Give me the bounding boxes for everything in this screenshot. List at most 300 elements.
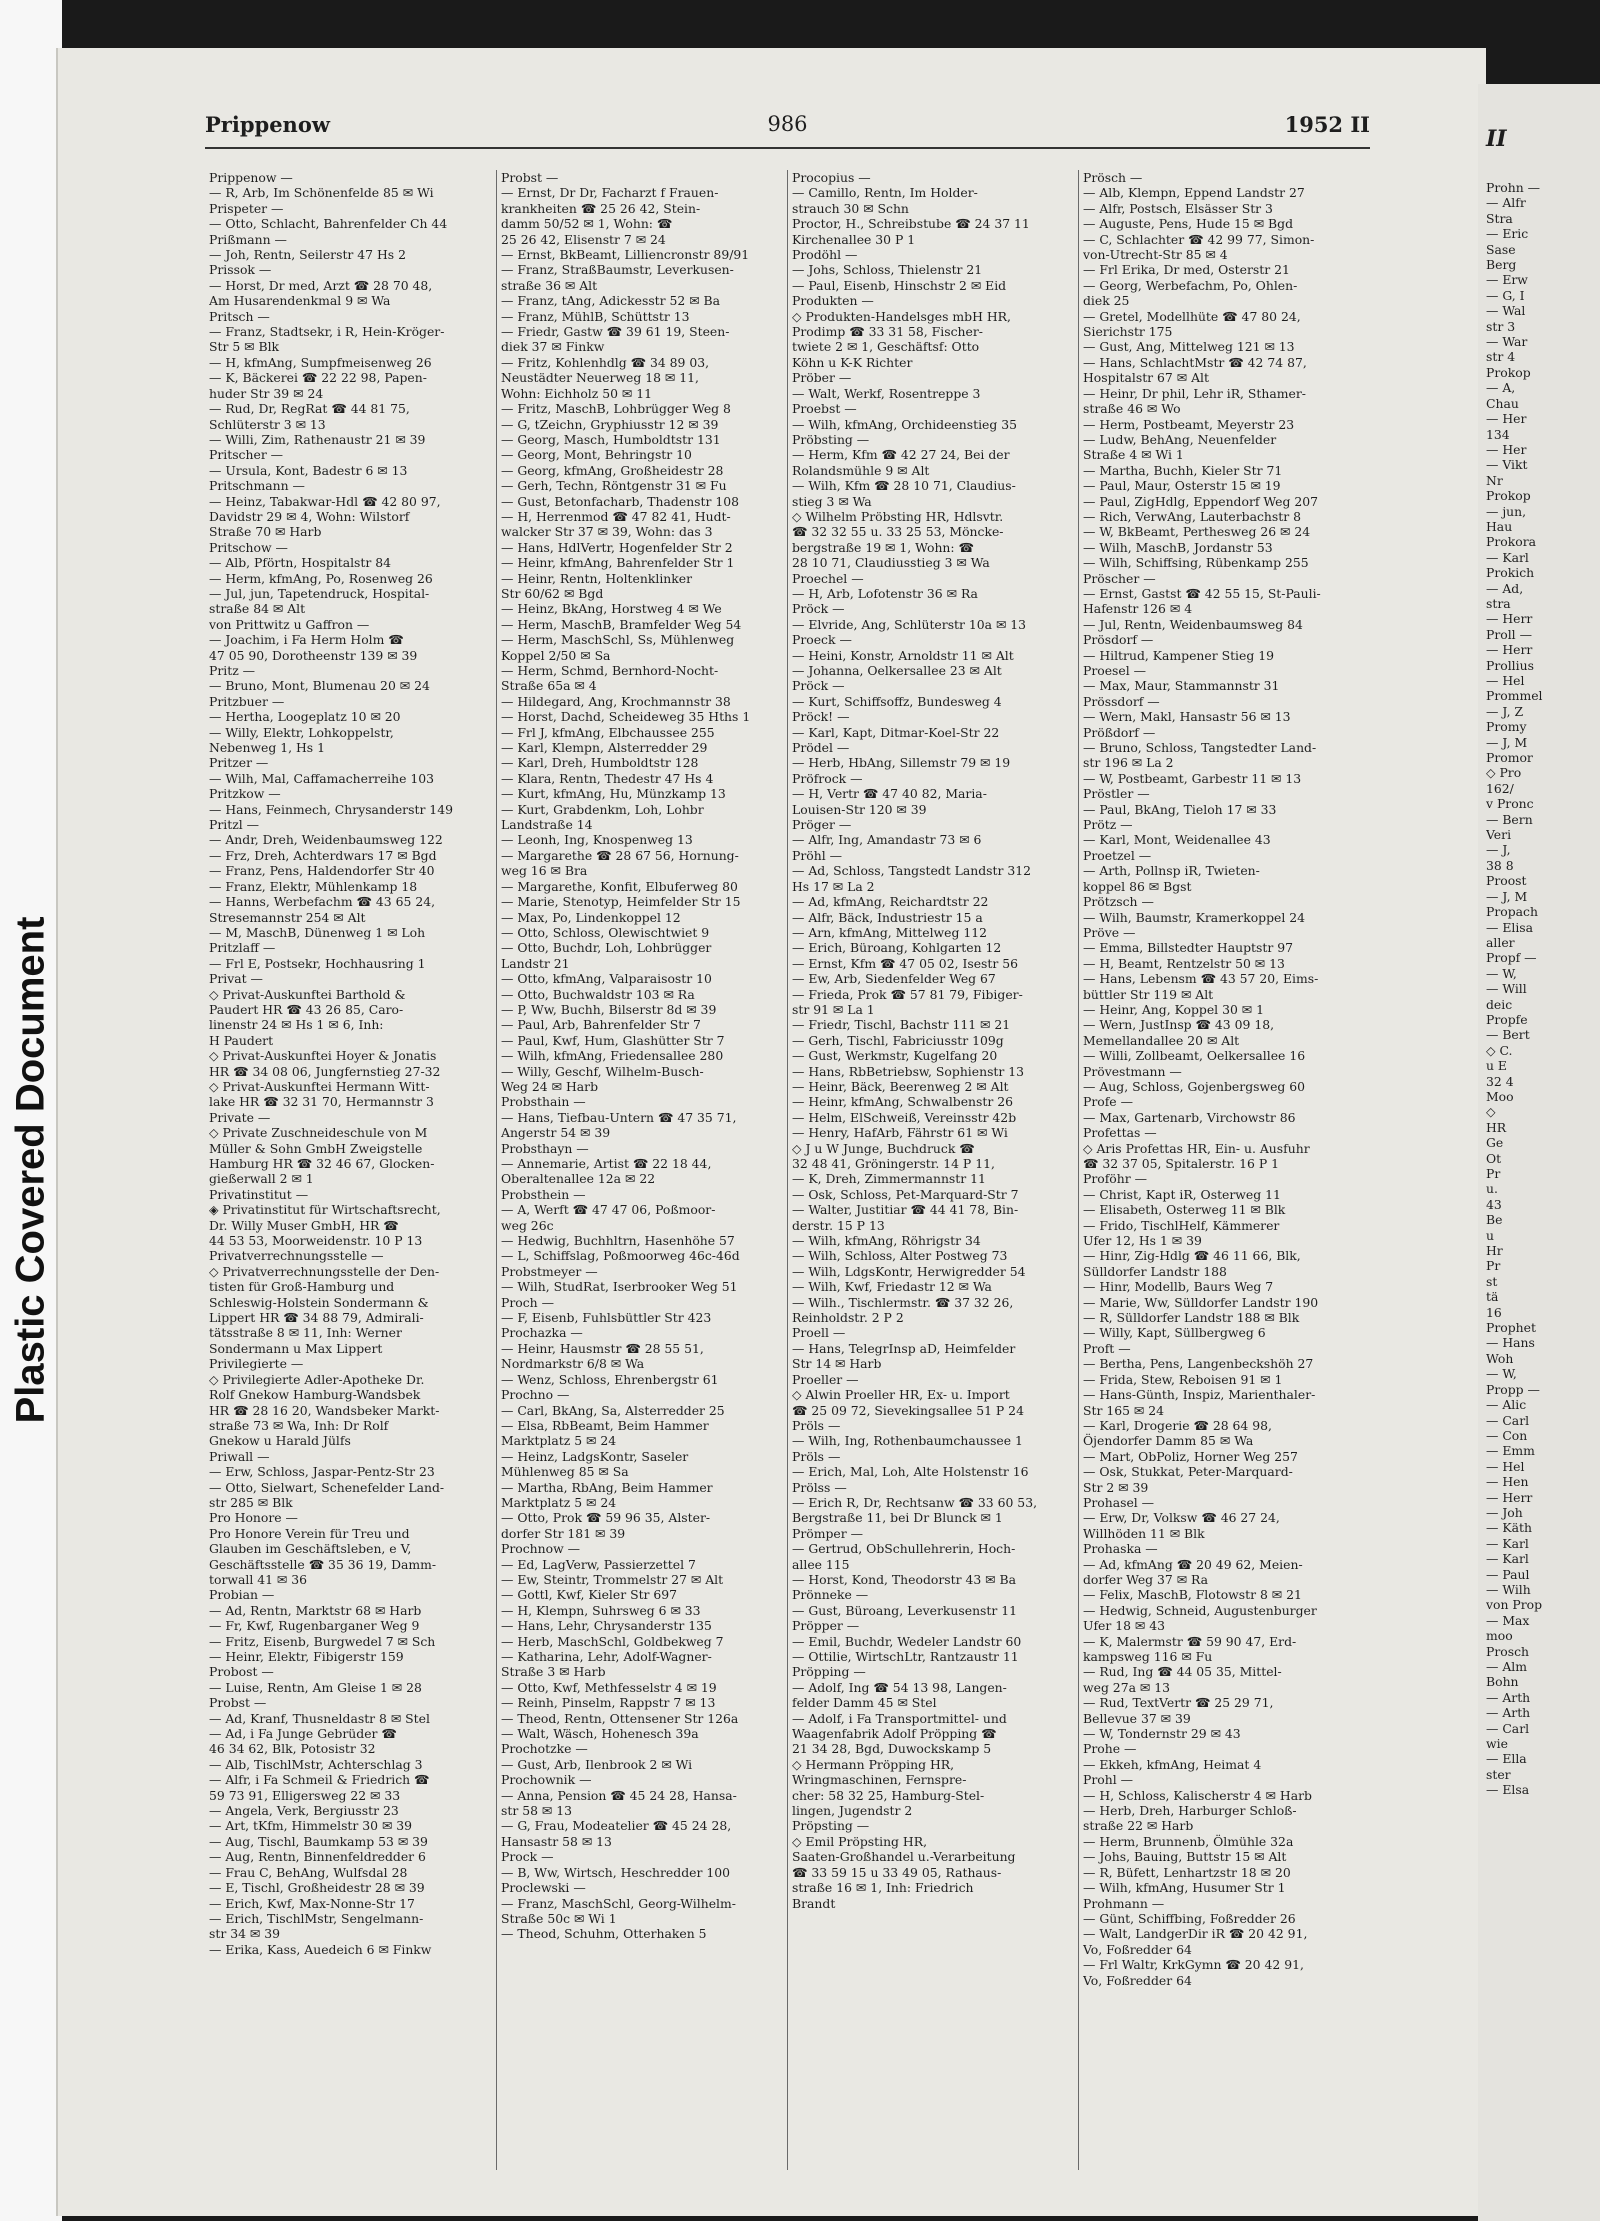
directory-entry-line: — Klara, Rentn, Thedestr 47 Hs 4: [501, 770, 714, 786]
directory-entry-line: — H, Herrenmod ☎ 47 82 41, Hudt-: [501, 508, 731, 524]
directory-entry-line: — Herb, MaschSchl, Goldbekweg 7: [501, 1633, 724, 1649]
adjacent-entry-line: — Herr: [1486, 1489, 1533, 1505]
directory-entry-line: Schleswig-Holstein Sondermann &: [209, 1294, 429, 1310]
directory-entry-line: ◇ Hermann Pröpping HR,: [792, 1756, 955, 1772]
directory-entry-line: — Reinh, Pinselm, Rappstr 7 ✉ 13: [501, 1695, 716, 1711]
directory-entry-line: — Gust, Arb, Ilenbrook 2 ✉ Wi: [501, 1756, 693, 1772]
directory-entry-line: ◇ Wilhelm Pröbsting HR, Hdlsvtr.: [792, 508, 1004, 524]
directory-entry-line: Prißmann —: [209, 231, 287, 247]
directory-entry-line: — Ekkeh, kfmAng, Heimat 4: [1083, 1756, 1262, 1772]
directory-entry-line: Prohasel —: [1083, 1494, 1155, 1510]
directory-entry-line: — Hildegard, Ang, Krochmannstr 38: [501, 693, 731, 709]
directory-entry-line: Proeck —: [792, 632, 852, 648]
adjacent-entry-line: — Eric: [1486, 226, 1529, 242]
directory-entry-line: Pritsch —: [209, 308, 270, 324]
directory-entry-line: — Johanna, Oelkersallee 23 ✉ Alt: [792, 663, 1002, 678]
directory-entry-line: — Aug, Rentn, Binnenfeldredder 6: [209, 1849, 426, 1865]
directory-entry-line: Schlüterstr 3 ✉ 13: [209, 416, 326, 432]
directory-entry-line: Vo, Foßredder 64: [1083, 1972, 1192, 1988]
plastic-cover-label: Plastic Covered Document: [8, 916, 53, 1424]
directory-entry-line: — A, Werft ☎ 47 47 06, Poßmoor-: [501, 1202, 716, 1218]
directory-entry-line: Pritschow —: [209, 539, 288, 555]
directory-entry-line: linenstr 24 ✉ Hs 1 ✉ 6, Inh:: [209, 1017, 384, 1033]
directory-entry-line: — Ernst, BkBeamt, Lilliencronstr 89/91: [501, 247, 750, 263]
adjacent-entry-line: 162/: [1486, 780, 1514, 796]
directory-entry-line: — Frz, Dreh, Achterdwars 17 ✉ Bgd: [209, 847, 437, 863]
directory-entry-line: felder Damm 45 ✉ Stel: [792, 1695, 937, 1711]
directory-entry-line: Brandt: [792, 1895, 836, 1911]
directory-entry-line: — Elsa, RbBeamt, Beim Hammer: [501, 1417, 709, 1433]
adjacent-entry-line: Chau: [1486, 395, 1519, 411]
directory-entry-line: Probst —: [209, 1695, 267, 1711]
directory-entry-line: — Wenz, Schloss, Ehrenbergstr 61: [501, 1371, 719, 1387]
directory-entry-line: krankheiten ☎ 25 26 42, Stein-: [501, 200, 701, 216]
directory-entry-line: Probian —: [209, 1587, 275, 1603]
directory-entry-line: Pröstler —: [1083, 786, 1150, 802]
directory-entry-line: — Horst, Dr med, Arzt ☎ 28 70 48,: [209, 277, 433, 293]
adjacent-entry-line: — Arth: [1486, 1705, 1531, 1721]
directory-entry-line: walcker Str 37 ✉ 39, Wohn: das 3: [501, 524, 713, 540]
directory-entry-line: allee 115: [792, 1556, 850, 1572]
directory-entry-line: tisten für Groß-Hamburg und: [209, 1279, 395, 1295]
directory-entry-line: ◇ Emil Pröpsting HR,: [792, 1833, 928, 1849]
directory-entry-line: Wohn: Eichholz 50 ✉ 11: [501, 385, 653, 401]
directory-entry-line: Probst —: [501, 170, 559, 185]
directory-entry-line: Pritzlaff —: [209, 940, 276, 956]
adjacent-entry-line: — Karl: [1486, 1535, 1529, 1551]
directory-entry-line: — Margarethe, Konfit, Elbuferweg 80: [501, 878, 738, 894]
adjacent-entry-line: — Paul: [1486, 1566, 1530, 1582]
directory-entry-line: — Henry, HafArb, Fährstr 61 ✉ Wi: [792, 1125, 1008, 1141]
adjacent-entry-line: wie: [1486, 1736, 1508, 1752]
adjacent-entry-line: — Hen: [1486, 1474, 1529, 1490]
directory-column-3: [787, 170, 1078, 2170]
directory-entry-line: — Heinr, Dr phil, Lehr iR, Sthamer-: [1083, 385, 1306, 401]
adjacent-entry-line: — Con: [1486, 1427, 1528, 1443]
directory-entry-line: Pröpping —: [792, 1664, 866, 1680]
directory-entry-line: — Theod, Rentn, Ottensener Str 126a: [501, 1710, 739, 1726]
directory-entry-line: diek 37 ✉ Finkw: [501, 339, 605, 355]
directory-entry-line: — Franz, Stadtsekr, i R, Hein-Kröger-: [209, 324, 445, 340]
directory-entry-line: Proctor, H., Schreibstube ☎ 24 37 11: [792, 216, 1030, 232]
adjacent-entry-line: — A,: [1486, 380, 1516, 396]
directory-entry-line: — Ad, i Fa Junge Gebrüder ☎: [209, 1726, 397, 1742]
adjacent-entry-line: Be: [1486, 1212, 1503, 1228]
directory-entry-line: lingen, Jugendstr 2: [792, 1803, 913, 1819]
directory-entry-line: — Wilh, Schloss, Alter Postweg 73: [792, 1248, 1008, 1264]
adjacent-entry-line: — Karl: [1486, 1551, 1529, 1567]
directory-entry-line: — Hedwig, Schneid, Augustenburger: [1083, 1602, 1317, 1618]
directory-entry-line: von Prittwitz u Gaffron —: [209, 616, 370, 632]
directory-entry-line: Prösch —: [1083, 170, 1143, 185]
directory-entry-line: Prötz —: [1083, 817, 1133, 833]
directory-entry-line: Willhöden 11 ✉ Blk: [1083, 1525, 1205, 1541]
directory-entry-line: — L, Schiffslag, Poßmoorweg 46c-46d: [501, 1248, 740, 1264]
directory-entry-line: — Willy, Elektr, Lohkoppelstr,: [209, 724, 394, 740]
directory-entry-line: 44 53 53, Moorweidenstr. 10 P 13: [209, 1233, 423, 1249]
directory-entry-line: — Ad, Kranf, Thusneldastr 8 ✉ Stel: [209, 1710, 430, 1726]
directory-entry-line: Landstr 21: [501, 955, 570, 971]
directory-entry-line: Prötzsch —: [1083, 894, 1154, 910]
adjacent-entry-line: Hr: [1486, 1243, 1503, 1259]
directory-entry-line: — Frau C, BehAng, Wulfsdal 28: [209, 1864, 408, 1880]
adjacent-entry-line: Nr: [1486, 472, 1503, 488]
directory-entry-line: Pritscher —: [209, 447, 284, 463]
directory-entry-line: — Ad, Rentn, Marktstr 68 ✉ Harb: [209, 1602, 422, 1618]
directory-entry-line: — Willi, Zim, Rathenaustr 21 ✉ 39: [209, 431, 426, 447]
directory-entry-line: — Gretel, Modellhüte ☎ 47 80 24,: [1083, 308, 1301, 324]
directory-entry-line: Koppel 2/50 ✉ Sa: [501, 647, 611, 663]
directory-entry-line: ☎ 32 37 05, Spitalerstr. 16 P 1: [1083, 1156, 1280, 1171]
directory-entry-line: Nordmarkstr 6/8 ✉ Wa: [501, 1356, 645, 1372]
directory-entry-line: — Rud, Dr, RegRat ☎ 44 81 75,: [209, 401, 410, 417]
directory-entry-line: 25 26 42, Elisenstr 7 ✉ 24: [501, 231, 666, 247]
directory-entry-line: — Alfr, Postsch, Elsässer Str 3: [1083, 200, 1273, 216]
directory-entry-line: Pröger —: [792, 817, 852, 833]
adjacent-page-header: II: [1486, 126, 1507, 152]
directory-entry-line: — R, Büfett, Lenhartzstr 18 ✉ 20: [1083, 1864, 1291, 1880]
adjacent-entry-line: — Her: [1486, 411, 1527, 427]
directory-entry-line: — Jul, Rentn, Weidenbaumsweg 84: [1083, 616, 1303, 632]
directory-entry-line: — Karl, Mont, Weidenallee 43: [1083, 832, 1271, 848]
directory-entry-line: dorfer Weg 37 ✉ Ra: [1083, 1571, 1209, 1587]
adjacent-entry-line: — Her: [1486, 441, 1527, 457]
directory-entry-line: — Karl, Kapt, Ditmar-Koel-Str 22: [792, 724, 1000, 740]
directory-entry-line: weg 26c: [501, 1217, 554, 1233]
directory-entry-line: — Johs, Bauing, Buttstr 15 ✉ Alt: [1083, 1849, 1287, 1865]
directory-entry-line: — Paul, Maur, Osterstr 15 ✉ 19: [1083, 478, 1281, 494]
adjacent-entry-line: u E: [1486, 1058, 1507, 1074]
directory-entry-line: büttler Str 119 ✉ Alt: [1083, 986, 1214, 1002]
directory-entry-line: — Heinr, Bäck, Beerenweg 2 ✉ Alt: [792, 1078, 1009, 1094]
directory-entry-line: Pröck —: [792, 678, 845, 694]
directory-entry-line: — Alfr, i Fa Schmeil & Friedrich ☎: [209, 1772, 430, 1788]
directory-entry-line: Proft —: [1083, 1340, 1131, 1356]
adjacent-entry-line: — Alm: [1486, 1659, 1527, 1674]
directory-entry-line: — Margarethe ☎ 28 67 56, Hornung-: [501, 847, 739, 863]
adjacent-entry-line: ◇ C.: [1486, 1042, 1513, 1058]
directory-entry-line: Prölss —: [792, 1479, 847, 1495]
directory-entry-line: — Fritz, MaschB, Lohbrügger Weg 8: [501, 401, 731, 417]
directory-entry-line: dorfer Str 181 ✉ 39: [501, 1525, 626, 1541]
adjacent-entry-line: Prokop: [1486, 364, 1531, 380]
adjacent-entry-line: Propp —: [1486, 1381, 1540, 1397]
directory-entry-line: str 58 ✉ 13: [501, 1803, 572, 1819]
directory-entry-line: — R, Sülldorfer Landstr 188 ✉ Blk: [1083, 1310, 1300, 1326]
directory-entry-line: Prohl —: [1083, 1772, 1133, 1788]
adjacent-entry-line: — Ella: [1486, 1751, 1527, 1767]
directory-column-4: [1078, 170, 1369, 2170]
directory-entry-line: Pröfrock —: [792, 770, 863, 786]
directory-entry-line: — Georg, Mont, Behringstr 10: [501, 447, 692, 463]
adjacent-entry-line: Proll —: [1486, 626, 1532, 642]
directory-entry-line: — Joh, Rentn, Seilerstr 47 Hs 2: [209, 247, 406, 263]
directory-entry-line: Hamburg HR ☎ 32 46 67, Glocken-: [209, 1156, 435, 1171]
directory-entry-line: Waagenfabrik Adolf Pröpping ☎: [792, 1726, 997, 1742]
directory-entry-line: — Erich, Mal, Loh, Alte Holstenstr 16: [792, 1464, 1029, 1480]
directory-entry-line: — Otto, Buchwaldstr 103 ✉ Ra: [501, 986, 695, 1002]
directory-entry-line: — Erw, Schloss, Jaspar-Pentz-Str 23: [209, 1464, 435, 1480]
adjacent-entry-line: 32 4: [1486, 1073, 1514, 1089]
page-number: 986: [767, 112, 808, 136]
directory-entry-line: ◇ Alwin Proeller HR, Ex- u. Import: [792, 1387, 1010, 1403]
directory-entry-line: — R, Arb, Im Schönenfelde 85 ✉ Wi: [209, 185, 434, 201]
directory-entry-line: Pritz —: [209, 663, 256, 678]
directory-entry-line: — Paul, BkAng, Tieloh 17 ✉ 33: [1083, 801, 1277, 817]
directory-entry-line: Paudert HR ☎ 43 26 85, Caro-: [209, 1001, 404, 1017]
directory-entry-line: Probsthayn —: [501, 1140, 589, 1156]
adjacent-entry-line: Sase: [1486, 241, 1516, 257]
directory-entry-line: — Wilh, Kwf, Friedastr 12 ✉ Wa: [792, 1279, 992, 1295]
directory-entry-line: 28 10 71, Claudiusstieg 3 ✉ Wa: [792, 555, 990, 571]
directory-entry-line: bergstraße 19 ✉ 1, Wohn: ☎: [792, 539, 974, 555]
adjacent-entry-line: Berg: [1486, 257, 1517, 273]
directory-entry-line: — Georg, Werbefachm, Po, Ohlen-: [1083, 277, 1298, 293]
directory-entry-line: — Herm, Postbeamt, Meyerstr 23: [1083, 416, 1295, 432]
directory-entry-line: huder Str 39 ✉ 24: [209, 385, 324, 401]
directory-entry-line: — Andr, Dreh, Weidenbaumsweg 122: [209, 832, 443, 848]
directory-entry-line: — E, Tischl, Großheidestr 28 ✉ 39: [209, 1880, 425, 1896]
directory-entry-line: — Ed, LagVerw, Passierzettel 7: [501, 1556, 696, 1572]
directory-entry-line: Privatinstitut —: [209, 1186, 309, 1202]
plastic-cover-strip: [0, 0, 62, 2221]
directory-entry-line: — Gottl, Kwf, Kieler Str 697: [501, 1587, 678, 1603]
adjacent-entry-line: — Bert: [1486, 1027, 1530, 1043]
directory-entry-line: Saaten-Großhandel u.-Verarbeitung: [792, 1849, 1016, 1865]
directory-entry-line: — Karl, Klempn, Alsterredder 29: [501, 740, 708, 756]
adjacent-entry-line: ster: [1486, 1766, 1511, 1782]
directory-entry-line: — Ludw, BehAng, Neuenfelder: [1083, 431, 1277, 447]
directory-entry-line: Prissok —: [209, 262, 272, 278]
directory-entry-line: — Horst, Kond, Theodorstr 43 ✉ Ba: [792, 1571, 1016, 1587]
header-edition: 1952 II: [1284, 112, 1370, 137]
directory-entry-line: Straße 3 ✉ Harb: [501, 1664, 606, 1680]
directory-entry-line: Marktplatz 5 ✉ 24: [501, 1433, 617, 1449]
directory-entry-line: — Rud, TextVertr ☎ 25 29 71,: [1083, 1695, 1274, 1711]
directory-entry-line: — Emma, Billstedter Hauptstr 97: [1083, 940, 1293, 956]
directory-entry-line: Sondermann u Max Lippert: [209, 1340, 383, 1356]
directory-entry-line: — Willi, Zollbeamt, Oelkersallee 16: [1083, 1048, 1306, 1064]
adjacent-entry-line: HR: [1486, 1119, 1507, 1135]
adjacent-entry-line: ◇ Pro: [1486, 765, 1522, 781]
directory-entry-line: — Herb, Dreh, Harburger Schloß-: [1083, 1803, 1297, 1819]
directory-entry-line: — Wilh, Ing, Rothenbaumchaussee 1: [792, 1433, 1023, 1449]
directory-entry-line: — Christ, Kapt iR, Osterweg 11: [1083, 1186, 1281, 1202]
directory-entry-line: — Alb, TischlMstr, Achterschlag 3: [209, 1756, 423, 1772]
directory-entry-line: — Otto, kfmAng, Valparaisostr 10: [501, 971, 712, 987]
directory-entry-line: Prohaska —: [1083, 1541, 1158, 1557]
directory-entry-line: Proechel —: [792, 570, 864, 586]
directory-entry-line: Pröck! —: [792, 709, 850, 725]
directory-entry-line: stieg 3 ✉ Wa: [792, 493, 872, 509]
directory-entry-line: straße 36 ✉ Alt: [501, 277, 598, 293]
directory-entry-line: — Johs, Schloss, Thielenstr 21: [792, 262, 983, 278]
directory-entry-line: Pritzkow —: [209, 786, 281, 802]
adjacent-entry-line: Propach: [1486, 904, 1538, 920]
directory-entry-line: str 196 ✉ La 2: [1083, 755, 1174, 771]
directory-entry-line: str 34 ✉ 39: [209, 1926, 280, 1942]
adjacent-entry-line: Prokop: [1486, 488, 1531, 504]
directory-entry-line: — Erich, Büroang, Kohlgarten 12: [792, 940, 1002, 956]
directory-entry-line: — Annemarie, Artist ☎ 22 18 44,: [501, 1156, 712, 1171]
adjacent-entry-line: — Karl: [1486, 549, 1529, 565]
directory-entry-line: — Katharina, Lehr, Adolf-Wagner-: [501, 1649, 712, 1664]
adjacent-entry-line: — Elisa: [1486, 919, 1534, 935]
directory-entry-line: Hospitalstr 67 ✉ Alt: [1083, 370, 1209, 386]
directory-entry-line: Probstmeyer —: [501, 1263, 598, 1279]
directory-entry-line: Pröpsting —: [792, 1818, 870, 1834]
directory-entry-line: 46 34 62, Blk, Potosistr 32: [209, 1741, 376, 1757]
directory-entry-line: straße 73 ✉ Wa, Inh: Dr Rolf: [209, 1417, 389, 1433]
directory-entry-line: — Auguste, Pens, Hude 15 ✉ Bgd: [1083, 216, 1294, 232]
header-keyword: Prippenow: [205, 112, 330, 137]
directory-entry-line: Pröck —: [792, 601, 845, 617]
adjacent-entry-line: Prokora: [1486, 534, 1536, 550]
directory-column-2: [496, 170, 787, 2170]
directory-entry-line: Reinholdstr. 2 P 2: [792, 1310, 904, 1326]
adjacent-entry-line: Stra: [1486, 210, 1513, 226]
directory-entry-line: — Hiltrud, Kampener Stieg 19: [1083, 647, 1274, 663]
directory-entry-line: Straße 65a ✉ 4: [501, 678, 597, 694]
directory-entry-line: — Frl Waltr, KrkGymn ☎ 20 42 91,: [1083, 1957, 1304, 1973]
directory-entry-line: Prohe —: [1083, 1741, 1137, 1757]
directory-entry-line: Privat —: [209, 971, 263, 987]
adjacent-entry-line: — J, M: [1486, 734, 1528, 750]
directory-entry-line: — Osk, Stukkat, Peter-Marquard-: [1083, 1464, 1293, 1480]
directory-entry-line: — Martha, RbAng, Beim Hammer: [501, 1479, 713, 1495]
directory-entry-line: Str 2 ✉ 39: [1083, 1479, 1149, 1495]
directory-entry-line: — Heini, Konstr, Arnoldstr 11 ✉ Alt: [792, 647, 1014, 663]
directory-entry-line: — Alfr, Bäck, Industriestr 15 a: [792, 909, 983, 925]
directory-entry-line: — Gust, Ang, Mittelweg 121 ✉ 13: [1083, 339, 1295, 355]
directory-entry-line: — Marie, Ww, Sülldorfer Landstr 190: [1083, 1294, 1319, 1310]
directory-entry-line: — Angela, Verk, Bergiusstr 23: [209, 1803, 399, 1819]
directory-entry-line: — Gust, Werkmstr, Kugelfang 20: [792, 1048, 998, 1064]
directory-entry-line: Profe —: [1083, 1094, 1133, 1110]
directory-entry-line: Probsthein —: [501, 1186, 586, 1202]
directory-entry-line: — Heinr, Hausmstr ☎ 28 55 51,: [501, 1340, 704, 1356]
adjacent-entry-line: Veri: [1486, 827, 1512, 843]
directory-entry-line: — Art, tKfm, Himmelstr 30 ✉ 39: [209, 1818, 413, 1834]
directory-entry-line: — Heinr, Elektr, Fibigerstr 159: [209, 1649, 404, 1664]
directory-entry-line: 59 73 91, Elligersweg 22 ✉ 33: [209, 1787, 401, 1803]
directory-entry-line: Pritschmann —: [209, 478, 305, 494]
directory-entry-line: ◇ J u W Junge, Buchdruck ☎: [792, 1140, 975, 1156]
directory-entry-line: — Max, Po, Lindenkoppel 12: [501, 909, 681, 925]
directory-entry-line: Prippenow —: [209, 170, 293, 185]
directory-entry-line: — Franz, Pens, Haldendorfer Str 40: [209, 863, 435, 879]
directory-entry-line: Privilegierte —: [209, 1356, 304, 1372]
directory-entry-line: str 91 ✉ La 1: [792, 1001, 875, 1017]
directory-entry-line: — Wern, Makl, Hansastr 56 ✉ 13: [1083, 709, 1291, 725]
directory-entry-line: — Walt, Wäsch, Hohenesch 39a: [501, 1726, 699, 1742]
adjacent-entry-line: — Herr: [1486, 611, 1533, 627]
directory-entry-line: Prispeter —: [209, 200, 284, 216]
directory-entry-line: — Rud, Ing ☎ 44 05 35, Mittel-: [1083, 1664, 1282, 1680]
directory-entry-line: — Wilh, MaschB, Jordanstr 53: [1083, 539, 1273, 555]
directory-entry-line: straße 16 ✉ 1, Inh: Friedrich: [792, 1880, 974, 1896]
directory-entry-line: — B, Ww, Wirtsch, Heschredder 100: [501, 1864, 730, 1880]
directory-entry-line: Prochno —: [501, 1387, 570, 1403]
directory-entry-line: — Martha, Buchh, Kieler Str 71: [1083, 462, 1283, 478]
directory-entry-line: — Paul, ZigHdlg, Eppendorf Weg 207: [1083, 493, 1318, 509]
directory-entry-line: — H, Arb, Lofotenstr 36 ✉ Ra: [792, 585, 978, 601]
directory-entry-line: ◇ Private Zuschneideschule von M: [209, 1125, 428, 1141]
directory-entry-line: Bellevue 37 ✉ 39: [1083, 1710, 1191, 1726]
directory-entry-line: ◇ Privilegierte Adler-Apotheke Dr.: [209, 1371, 425, 1387]
adjacent-entry-line: — G, I: [1486, 287, 1525, 303]
adjacent-entry-line: — Wilh: [1486, 1581, 1531, 1597]
directory-entry-line: lake HR ☎ 32 31 70, Hermannstr 3: [209, 1094, 434, 1110]
adjacent-entry-line: str 4: [1486, 349, 1516, 365]
directory-entry-line: straße 84 ✉ Alt: [209, 601, 306, 617]
adjacent-entry-line: 134: [1486, 426, 1510, 442]
directory-entry-line: — G, tZeichn, Gryphiusstr 12 ✉ 39: [501, 416, 719, 432]
adjacent-entry-line: Propf —: [1486, 950, 1537, 966]
adjacent-entry-line: — Ad,: [1486, 580, 1524, 596]
directory-entry-line: — Fritz, Kohlenhdlg ☎ 34 89 03,: [501, 354, 710, 370]
directory-entry-line: — Fritz, Eisenb, Burgwedel 7 ✉ Sch: [209, 1633, 436, 1649]
directory-entry-line: — Wilh, StudRat, Iserbrooker Weg 51: [501, 1279, 738, 1295]
directory-entry-line: Pröscher —: [1083, 570, 1156, 586]
directory-entry-line: — M, MaschB, Dünenweg 1 ✉ Loh: [209, 924, 426, 940]
directory-entry-line: Geschäftsstelle ☎ 35 36 19, Damm-: [209, 1556, 437, 1572]
directory-entry-line: — Georg, Masch, Humboldtstr 131: [501, 431, 721, 447]
directory-entry-line: — Luise, Rentn, Am Gleise 1 ✉ 28: [209, 1679, 422, 1695]
directory-entry-line: — Herm, MaschSchl, Ss, Mühlenweg: [501, 632, 735, 648]
directory-entry-line: — Herm, Kfm ☎ 42 27 24, Bei der: [792, 447, 1010, 463]
directory-entry-line: — Ew, Arb, Siedenfelder Weg 67: [792, 971, 996, 987]
directory-entry-line: Str 14 ✉ Harb: [792, 1356, 882, 1372]
directory-entry-line: — Günt, Schiffbing, Foßredder 26: [1083, 1910, 1296, 1926]
directory-entry-line: Gnekow u Harald Jülfs: [209, 1433, 351, 1449]
directory-entry-line: twiete 2 ✉ 1, Geschäftsf: Otto: [792, 339, 980, 355]
adjacent-entry-line: — Wal: [1486, 303, 1526, 319]
directory-entry-line: Pröls —: [792, 1417, 841, 1433]
directory-entry-line: ☎ 32 32 55 u. 33 25 53, Möncke-: [792, 524, 1004, 540]
directory-entry-line: Prochotzke —: [501, 1741, 588, 1757]
directory-entry-line: — Ernst, Kfm ☎ 47 05 02, Isestr 56: [792, 955, 1019, 971]
directory-entry-line: — W, BkBeamt, Perthesweg 26 ✉ 24: [1083, 524, 1311, 540]
directory-entry-line: Prövestmann —: [1083, 1063, 1182, 1079]
adjacent-entry-line: von Prop: [1486, 1597, 1543, 1613]
directory-entry-line: ◇ Privat-Auskunftei Hoyer & Jonatis: [209, 1048, 437, 1064]
directory-entry-line: ◇ Privatverrechnungsstelle der Den-: [209, 1263, 440, 1279]
directory-entry-line: — Heinr, kfmAng, Schwalbenstr 26: [792, 1094, 1014, 1110]
adjacent-entry-line: — Carl: [1486, 1720, 1530, 1736]
directory-entry-line: derstr. 15 P 13: [792, 1217, 885, 1233]
directory-entry-line: — Horst, Dachd, Scheideweg 35 Hths 1: [501, 709, 751, 725]
adjacent-entry-line: — Elsa: [1486, 1782, 1530, 1798]
directory-entry-line: Probsthain —: [501, 1094, 586, 1110]
directory-entry-line: ◇ Aris Profettas HR, Ein- u. Ausfuhr: [1083, 1140, 1310, 1156]
directory-entry-line: — Aug, Tischl, Baumkamp 53 ✉ 39: [209, 1833, 428, 1849]
directory-entry-line: — Osk, Schloss, Pet-Marquard-Str 7: [792, 1186, 1019, 1202]
directory-entry-line: 32 48 41, Gröningerstr. 14 P 11,: [792, 1156, 995, 1171]
directory-entry-line: — Max, Gartenarb, Virchowstr 86: [1083, 1109, 1296, 1125]
directory-entry-line: — Ad, kfmAng ☎ 20 49 62, Meien-: [1083, 1556, 1303, 1572]
adjacent-entry-line: tä: [1486, 1289, 1499, 1305]
directory-entry-line: — Friedr, Tischl, Bachstr 111 ✉ 21: [792, 1017, 1011, 1033]
directory-entry-line: — Max, Maur, Stammannstr 31: [1083, 678, 1280, 694]
adjacent-entry-line: Prokich: [1486, 565, 1535, 581]
directory-entry-line: — Hedwig, Buchhltrn, Hasenhöhe 57: [501, 1233, 735, 1249]
directory-entry-line: — Wilh, kfmAng, Röhrigstr 34: [792, 1233, 981, 1249]
directory-entry-line: — Heinr, Ang, Koppel 30 ✉ 1: [1083, 1001, 1264, 1017]
adjacent-entry-line: stra: [1486, 595, 1511, 611]
directory-entry-line: — Ew, Steintr, Trommelstr 27 ✉ Alt: [501, 1571, 724, 1587]
directory-entry-line: — Ad, Schloss, Tangstedt Landstr 312: [792, 863, 1032, 879]
